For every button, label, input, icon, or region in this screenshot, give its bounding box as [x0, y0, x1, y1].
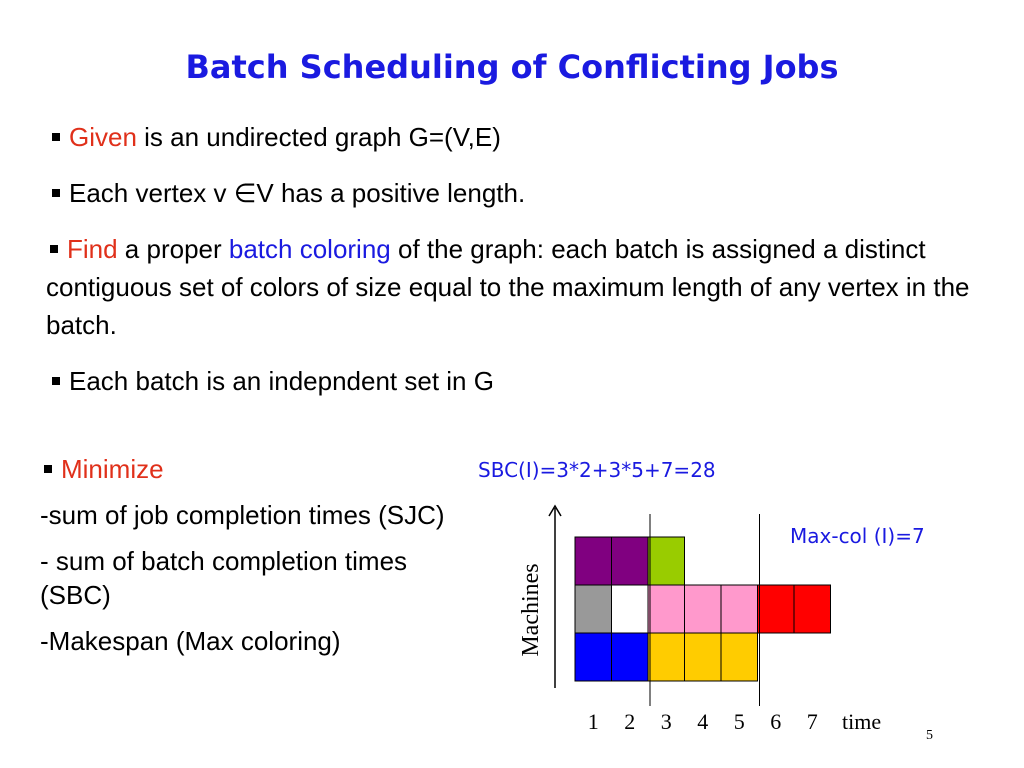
slide-title: Batch Scheduling of Conflicting Jobs: [185, 48, 839, 86]
bullet-text: is an undirected graph G=(V,E): [136, 122, 501, 152]
y-axis-label: Machines: [518, 563, 544, 657]
schedule-cell: [758, 585, 795, 633]
x-axis-label: time: [842, 709, 882, 734]
schedule-cell: [794, 585, 831, 633]
objective-sbc: - sum of batch completion times (SBC): [40, 546, 408, 610]
schedule-cell: [648, 537, 685, 585]
highlight-find: Find: [67, 234, 118, 264]
highlight-given: Given: [69, 122, 137, 152]
schedule-cell: [612, 585, 649, 633]
schedule-cell: [612, 537, 649, 585]
schedule-cell: [575, 585, 612, 633]
schedule-cell: [721, 585, 758, 633]
schedule-cell: [575, 633, 612, 681]
x-tick-labels: [588, 709, 818, 734]
x-tick-label: 6: [770, 709, 782, 734]
x-tick-label: 5: [733, 709, 745, 734]
bullet-text: a proper: [117, 234, 229, 264]
x-tick-label: 4: [697, 709, 709, 734]
x-tick-label: 3: [660, 709, 672, 734]
schedule-cell: [685, 633, 722, 681]
highlight-minimize: Minimize: [61, 454, 164, 484]
bullet-text: Each vertex v ∈V has a positive length.: [69, 178, 526, 208]
x-tick-label: 7: [806, 709, 818, 734]
schedule-cells: [575, 537, 831, 681]
objective-sjc: -sum of job completion times (SJC): [40, 500, 445, 530]
bullet-text: of the graph: each batch is assigned a distinct contiguous set of colors of size equal to the maximum length of any vertex in the batch.: [46, 234, 970, 340]
schedule-cell: [575, 537, 612, 585]
schedule-cell: [685, 585, 722, 633]
highlight-batch-coloring: batch coloring: [228, 234, 391, 264]
max-col-formula: Max-col (I)=7: [790, 524, 925, 548]
x-tick-label: 1: [587, 709, 599, 734]
bullet-text: Each batch is an indepndent set in G: [69, 366, 494, 396]
sbc-formula: SBC(I)=3*2+3*5+7=28: [478, 458, 716, 482]
objective-makespan: -Makespan (Max coloring): [40, 626, 341, 656]
schedule-cell: [648, 633, 685, 681]
page-number: 5: [926, 728, 933, 743]
x-tick-label: 2: [624, 709, 636, 734]
schedule-cell: [721, 633, 758, 681]
schedule-cell: [612, 633, 649, 681]
schedule-cell: [648, 585, 685, 633]
